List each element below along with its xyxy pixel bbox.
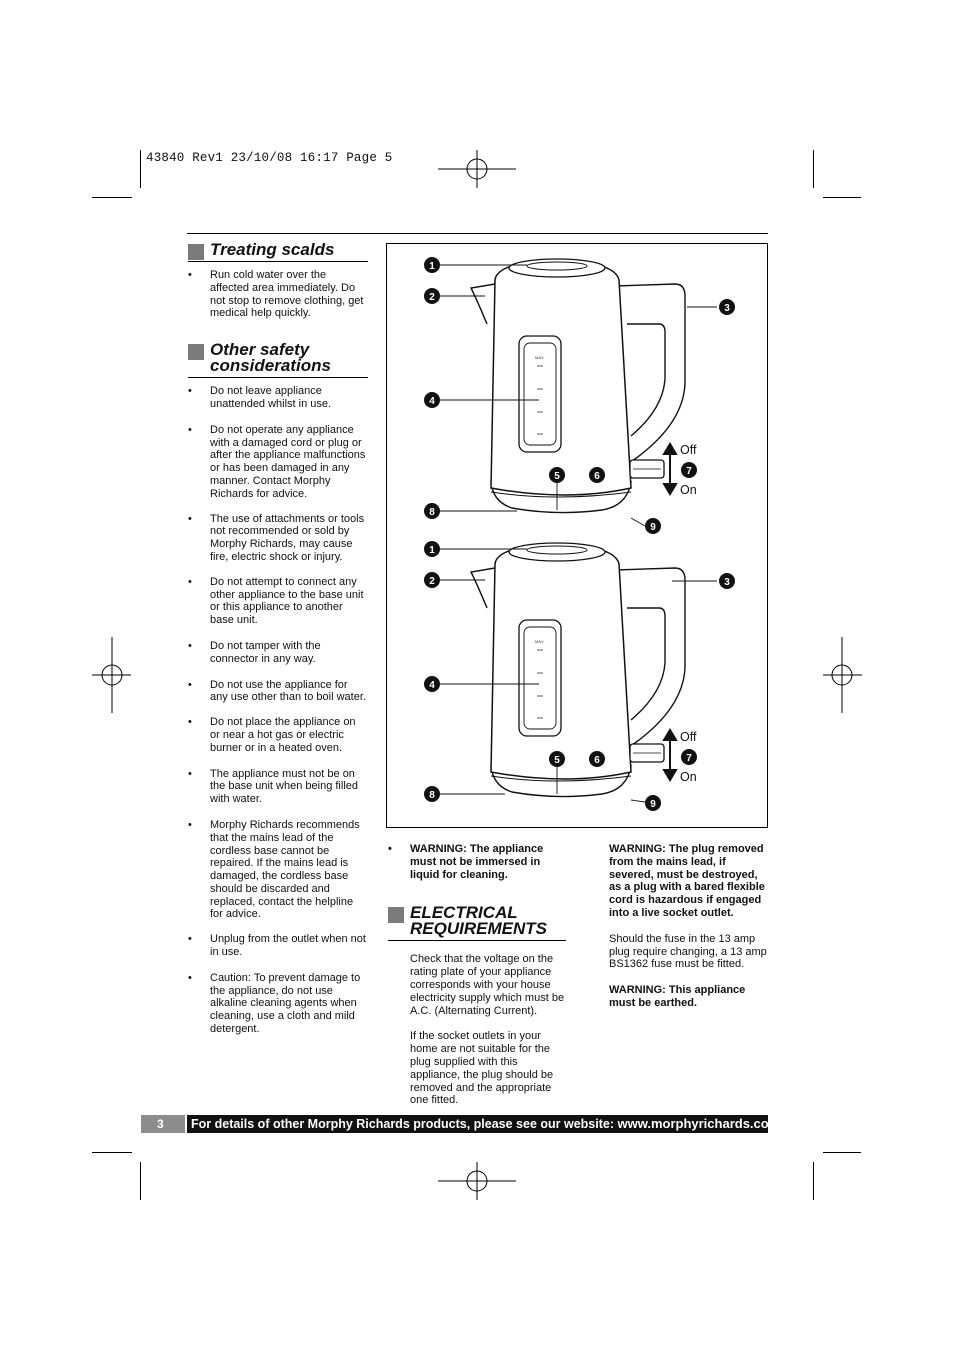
off-label: Off [680,443,697,457]
list-item: • The use of attachments or tools not recommended or sold by Morphy Richards, may cause fire, electric shock or injury. [188,513,368,564]
svg-text:9: 9 [650,522,656,533]
list-item: • Do not attempt to connect any other appliance to the base unit or this appliance to another base unit. [188,576,368,627]
svg-text:4: 4 [429,396,435,407]
svg-text:1: 1 [429,261,435,272]
earth-warning: WARNING: This appliance must be earthed. [609,984,746,1009]
svg-text:8: 8 [429,790,435,801]
list-item: • Unplug from the outlet when not in use. [188,933,368,959]
heading-square-icon [188,344,204,360]
footer-bar [187,1115,781,1133]
list-item: • Caution: To prevent damage to the appliance, do not use alkaline cleaning agents when cleaning, use a cloth and mild detergent. [188,972,368,1036]
list-item: • Do not operate any appliance with a damaged cord or plug or after the appliance malfunctions or has been damaged in any manner. Contact Morphy Richards for advice. [188,424,368,501]
list-item: • Do not use the appliance for any use other than to boil water. [188,679,368,705]
list-item: • Do not leave appliance unattended whilst in use. [188,385,368,411]
svg-text:2: 2 [429,292,435,303]
svg-text:3: 3 [724,577,730,588]
voltage-paragraph: Check that the voltage on the rating plate of your appliance corresponds with your house electricity supply which must be A.C. (Alternating Current). [410,953,565,1017]
treating-list [188,269,368,320]
fuse-paragraph: Should the fuse in the 13 amp plug require changing, a 13 amp BS1362 fuse must be fitted. [609,932,767,971]
treating-scalds-heading: Treating scalds [188,242,368,262]
svg-text:3: 3 [724,303,730,314]
kettle-diagram [387,244,767,827]
list-item: • The appliance must not be on the base unit when being filled with water. [188,768,368,806]
website-link[interactable]: www.morphyrichards.com [617,1116,781,1131]
printer-slug: 43840 Rev1 23/10/08 16:17 Page 5 [146,151,393,165]
list-item: • Do not tamper with the connector in any way. [188,640,368,666]
list-item: • Do not place the appliance on or near a hot gas or electric burner or in a heated oven. [188,716,368,754]
switch-arrow-icon [664,444,676,494]
svg-text:9: 9 [650,799,656,810]
on-label: On [680,483,697,497]
svg-text:7: 7 [686,753,692,764]
svg-text:8: 8 [429,507,435,518]
electrical-heading: ELECTRICAL REQUIREMENTS [388,905,566,941]
list-item: • Morphy Richards recommends that the mains lead of the cordless base cannot be repaired. If the mains lead is damaged, the cordless base should be discarded and replaced, contact the helpline for advice. [188,819,368,921]
immerse-warning-list [388,843,566,881]
middle-column [388,843,566,1107]
svg-text:4: 4 [429,680,435,691]
immerse-warning: • WARNING: The appliance must not be immersed in liquid for cleaning. [388,843,566,881]
socket-paragraph: If the socket outlets in your home are not suitable for the plug supplied with this appliance, the plug should be removed and the appropriate one fitted. [410,1030,554,1107]
heading-square-icon [388,907,404,923]
kettle-diagram-frame [386,243,768,828]
right-column [609,843,769,1010]
off-label: Off [680,730,697,744]
plug-warning: WARNING: The plug removed from the mains lead, if severed, must be destroyed, as a plug with a bared flexible cord is hazardous if engaged into a live socket outlet. [609,843,765,919]
svg-text:5: 5 [554,471,560,482]
switch-arrow-icon [664,730,676,780]
footer-text: For details of other Morphy Richards products, please see our website: [191,1117,618,1131]
svg-text:5: 5 [554,755,560,766]
left-column [188,242,368,1036]
safety-list [188,385,368,1036]
list-item: • Run cold water over the affected area immediately. Do not stop to remove clothing, get medical help quickly. [188,269,368,320]
heading-square-icon [188,244,204,260]
svg-text:7: 7 [686,466,692,477]
page-number: 3 [141,1115,185,1133]
on-label: On [680,770,697,784]
svg-text:6: 6 [594,471,600,482]
svg-text:1: 1 [429,545,435,556]
other-safety-heading: Other safety considerations [188,342,368,378]
svg-text:2: 2 [429,576,435,587]
svg-text:6: 6 [594,755,600,766]
